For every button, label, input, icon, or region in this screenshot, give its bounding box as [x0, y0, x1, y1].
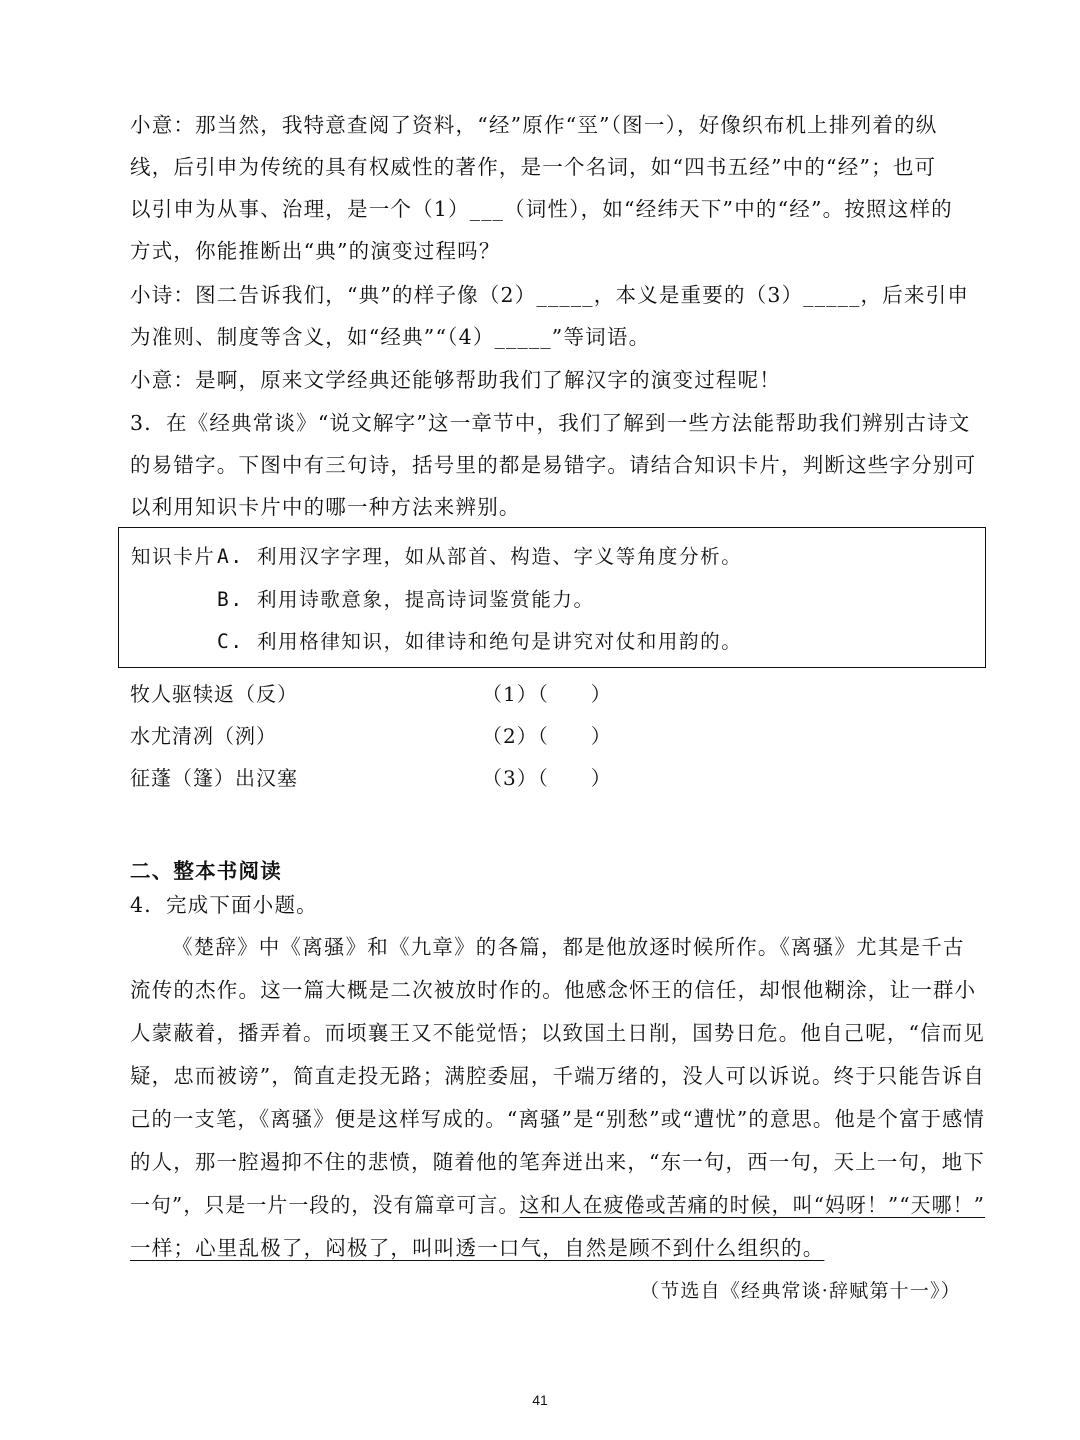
passage-line-8 [130, 1233, 824, 1263]
underlined-sentence-part-1: 这和人在疲倦或苦痛的时候，叫“妈呀！”“天哪！” [519, 1193, 986, 1217]
underlined-sentence-part-2: 一样；心里乱极了，闷极了，叫叫透一口气，自然是顾不到什么组织的。 [130, 1236, 825, 1260]
question3-line-2: 的易错字。下图中有三句诗，括号里的都是易错字。请结合知识卡片，判断这些字分别可 [130, 453, 977, 477]
passage-line-5: 己的一支笔，《离骚》便是这样写成的。“离骚”是“别愁”或“遭忧”的意思。他是个富于感情 [130, 1107, 985, 1131]
passage-line-2: 流传的杰作。这一篇大概是二次被放时作的。他感念怀王的信任，却恨他糊涂，让一群小 [130, 978, 977, 1002]
poem-line-1: 牧人驱犊返（反） [130, 682, 298, 706]
dialogue-line-6: 为准则、制度等含义，如“经典”“（4）_____”等词语。 [130, 325, 651, 349]
poem-line-3: 征蓬（篷）出汉塞 [130, 766, 298, 790]
page-number: 41 [532, 1392, 548, 1408]
dialogue-line-1: 小意：那当然，我特意查阅了资料，“经”原作“巠”（图一），好像织布机上排列着的纵 [130, 113, 938, 137]
knowledge-card-item-a: A. 利用汉字字理，如从部首、构造、字义等角度分析。 [217, 545, 743, 568]
knowledge-card-item-c: C. 利用格律知识，如律诗和绝句是讲究对仗和用韵的。 [217, 630, 743, 653]
poem-line-2: 水尤清冽（洌） [130, 724, 277, 748]
section-heading: 二、整本书阅读 [130, 859, 282, 883]
poem-answer-1[interactable]: （1）（ ） [482, 682, 612, 706]
dialogue-line-2: 线，后引申为传统的具有权威性的著作，是一个名词，如“四书五经”中的“经”；也可 [130, 155, 937, 179]
poem-answer-3[interactable]: （3）（ ） [482, 766, 612, 790]
question4: 4．完成下面小题。 [130, 893, 318, 917]
poem-answer-2[interactable]: （2）（ ） [482, 724, 612, 748]
knowledge-card-item-b: B. 利用诗歌意象，提高诗词鉴赏能力。 [217, 588, 595, 611]
dialogue-line-4: 方式，你能推断出“典”的演变过程吗？ [130, 239, 501, 263]
dialogue-line-3: 以引申为从事、治理，是一个（1）___（词性），如“经纬天下”中的“经”。按照这样的 [130, 197, 953, 221]
passage-line-1: 《楚辞》中《离骚》和《九章》的各篇，都是他放逐时候所作。《离骚》尤其是千古 [172, 935, 965, 959]
knowledge-card [118, 527, 986, 668]
passage-line-6: 的人，那一腔遏抑不住的悲愤，随着他的笔奔迸出来，“东一句，西一句，天上一句，地下 [130, 1150, 985, 1174]
passage-line-7-plain: 一句”，只是一片一段的，没有篇章可言。 [130, 1193, 520, 1217]
passage-line-3: 人蒙蔽着，播弄着。而顷襄王又不能觉悟；以致国土日削，国势日危。他自己呢，“信而见 [130, 1021, 985, 1045]
passage-source: （节选自《经典常谈·辞赋第十一》） [640, 1280, 961, 1302]
dialogue-line-7: 小意：是啊，原来文学经典还能够帮助我们了解汉字的演变过程呢！ [130, 368, 781, 392]
passage-line-4: 疑，忠而被谤”，简直走投无路；满腔委屈，千端万绪的，没人可以诉说。终于只能告诉自 [130, 1064, 985, 1088]
passage-line-7 [130, 1190, 985, 1220]
question3-line-3: 以利用知识卡片中的哪一种方法来辨别。 [130, 495, 521, 519]
question3-line-1: 3．在《经典常谈》“说文解字”这一章节中，我们了解到一些方法能帮助我们辨别古诗文 [130, 411, 971, 435]
knowledge-card-label: 知识卡片 [131, 545, 216, 568]
dialogue-line-5: 小诗：图二告诉我们，“典”的样子像（2）_____，本义是重要的（3）_____，后来引申 [130, 283, 970, 307]
